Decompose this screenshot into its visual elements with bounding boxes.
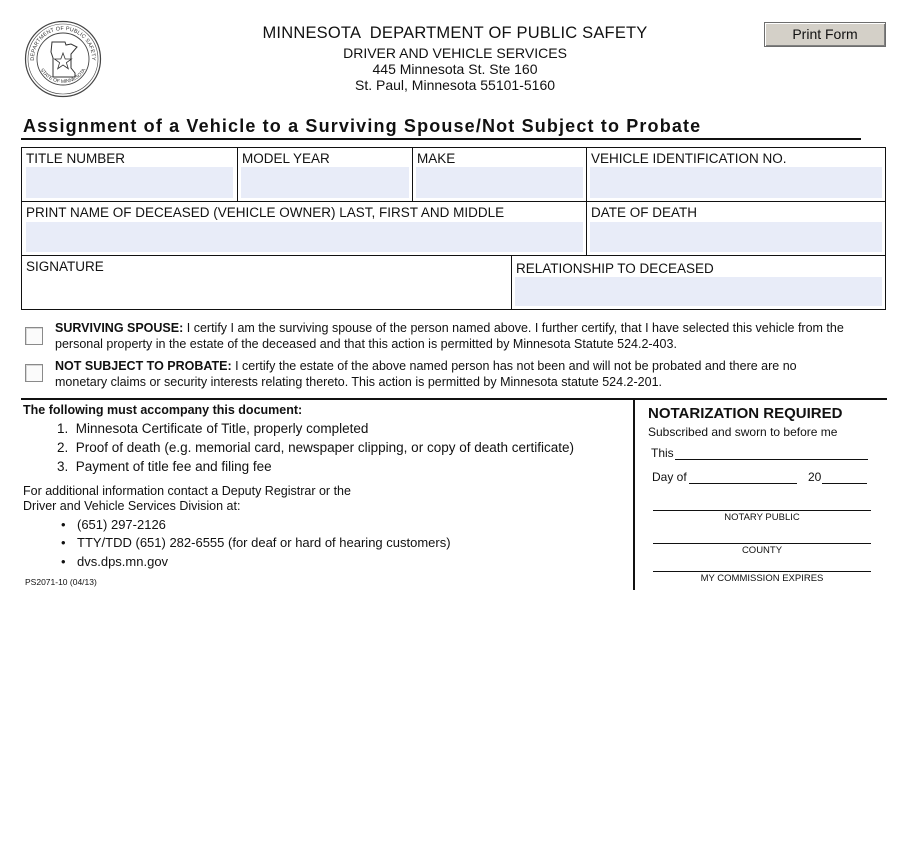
contact-tty-text: TTY/TDD (651) 282-6555 (for deaf or hard of hearing customers) xyxy=(77,535,451,550)
notarization-heading: NOTARIZATION REQUIRED xyxy=(648,405,843,422)
title-number-input[interactable] xyxy=(26,167,233,198)
deceased-name-cell xyxy=(21,201,587,256)
not-subject-to-probate-statement xyxy=(55,359,885,390)
not-subject-to-probate-title: NOT SUBJECT TO PROBATE: xyxy=(55,359,232,373)
signature-label: SIGNATURE xyxy=(26,259,104,274)
contact-website-text: dvs.dps.mn.gov xyxy=(77,554,169,569)
accompany-item: 3. Payment of title fee and filing fee xyxy=(57,459,272,474)
relationship-cell xyxy=(511,255,886,310)
svg-text:DEPARTMENT OF PUBLIC SAFETY: DEPARTMENT OF PUBLIC SAFETY xyxy=(29,25,97,61)
form-number: PS2071-10 (04/13) xyxy=(25,577,97,587)
division-name: DRIVER AND VEHICLE SERVICES xyxy=(343,45,567,61)
date-of-death-label: DATE OF DEATH xyxy=(591,205,698,220)
this-blank[interactable] xyxy=(675,459,868,460)
make-cell xyxy=(412,147,587,202)
title-number-cell xyxy=(21,147,238,202)
vin-cell xyxy=(586,147,886,202)
contact-website xyxy=(62,554,168,569)
address-city: St. Paul, Minnesota 55101-5160 xyxy=(354,77,556,93)
contact-info-line: For additional information contact a Deputy Registrar or the xyxy=(23,484,351,498)
notarization-subscribed: Subscribed and sworn to before me xyxy=(648,425,838,439)
not-subject-to-probate-checkbox[interactable] xyxy=(25,364,43,382)
not-subject-to-probate-text-2: monetary claims or security interests relating thereto. This action is permitted by Minnesota statute 524.2-201. xyxy=(55,374,663,389)
surviving-spouse-text-2: personal property in the estate of the deceased and that this action is permitted by Minnesota Statute 524.2-403. xyxy=(55,336,677,351)
title-divider xyxy=(21,138,861,140)
address-street: 445 Minnesota St. Ste 160 xyxy=(372,61,538,77)
signature-cell xyxy=(21,255,512,310)
section-divider xyxy=(21,398,887,400)
this-label: This xyxy=(651,446,674,460)
state-seal-logo xyxy=(24,20,102,98)
contact-tty xyxy=(62,535,451,550)
agency-name: MINNESOTA DEPARTMENT OF PUBLIC SAFETY xyxy=(262,24,648,42)
not-subject-to-probate-text-1: I certify the estate of the above named person has not been and will not be probated and there are no xyxy=(231,359,797,373)
date-of-death-cell xyxy=(586,201,886,256)
relationship-input[interactable] xyxy=(515,277,882,306)
surviving-spouse-title: SURVIVING SPOUSE: xyxy=(55,321,184,335)
accompany-item: 1. Minnesota Certificate of Title, properly completed xyxy=(57,421,369,436)
title-number-label: TITLE NUMBER xyxy=(26,151,126,166)
surviving-spouse-checkbox[interactable] xyxy=(25,327,43,345)
model-year-input[interactable] xyxy=(241,167,409,198)
notary-public-label: NOTARY PUBLIC xyxy=(724,512,800,523)
notarization-divider xyxy=(633,398,635,590)
contact-info-line: Driver and Vehicle Services Division at: xyxy=(23,499,241,513)
accompany-item: 2. Proof of death (e.g. memorial card, newspaper clipping, or copy of death certificate) xyxy=(57,440,575,455)
vin-label: VEHICLE IDENTIFICATION NO. xyxy=(591,151,787,166)
year-prefix: 20 xyxy=(808,470,822,484)
deceased-name-input[interactable] xyxy=(26,222,583,252)
vin-input[interactable] xyxy=(590,167,882,198)
notary-signature-line[interactable] xyxy=(653,510,871,511)
day-of-label: Day of xyxy=(652,470,687,484)
relationship-label: RELATIONSHIP TO DECEASED xyxy=(516,261,714,276)
accompany-heading: The following must accompany this document: xyxy=(23,403,303,417)
year-blank[interactable] xyxy=(822,483,867,484)
day-of-blank[interactable] xyxy=(689,483,797,484)
deceased-name-label: PRINT NAME OF DECEASED (VEHICLE OWNER) LAST, FIRST AND MIDDLE xyxy=(26,205,505,220)
county-line[interactable] xyxy=(653,543,871,544)
surviving-spouse-statement xyxy=(55,321,885,352)
surviving-spouse-text-1: I certify I am the surviving spouse of the person named above. I further certify, that I have selected this vehicle from the xyxy=(183,321,844,335)
contact-phone-text: (651) 297-2126 xyxy=(77,517,166,532)
commission-line[interactable] xyxy=(653,571,871,572)
county-label: COUNTY xyxy=(741,545,783,556)
form-title: Assignment of a Vehicle to a Surviving Spouse/Not Subject to Probate xyxy=(23,116,702,136)
make-input[interactable] xyxy=(416,167,583,198)
print-form-button[interactable]: Print Form xyxy=(764,22,886,47)
commission-expires-label: MY COMMISSION EXPIRES xyxy=(700,573,824,584)
contact-phone xyxy=(62,517,166,532)
svg-text:STATE OF MINNESOTA: STATE OF MINNESOTA xyxy=(38,67,88,85)
model-year-label: MODEL YEAR xyxy=(242,151,330,166)
make-label: MAKE xyxy=(417,151,456,166)
date-of-death-input[interactable] xyxy=(590,222,882,252)
model-year-cell xyxy=(237,147,413,202)
